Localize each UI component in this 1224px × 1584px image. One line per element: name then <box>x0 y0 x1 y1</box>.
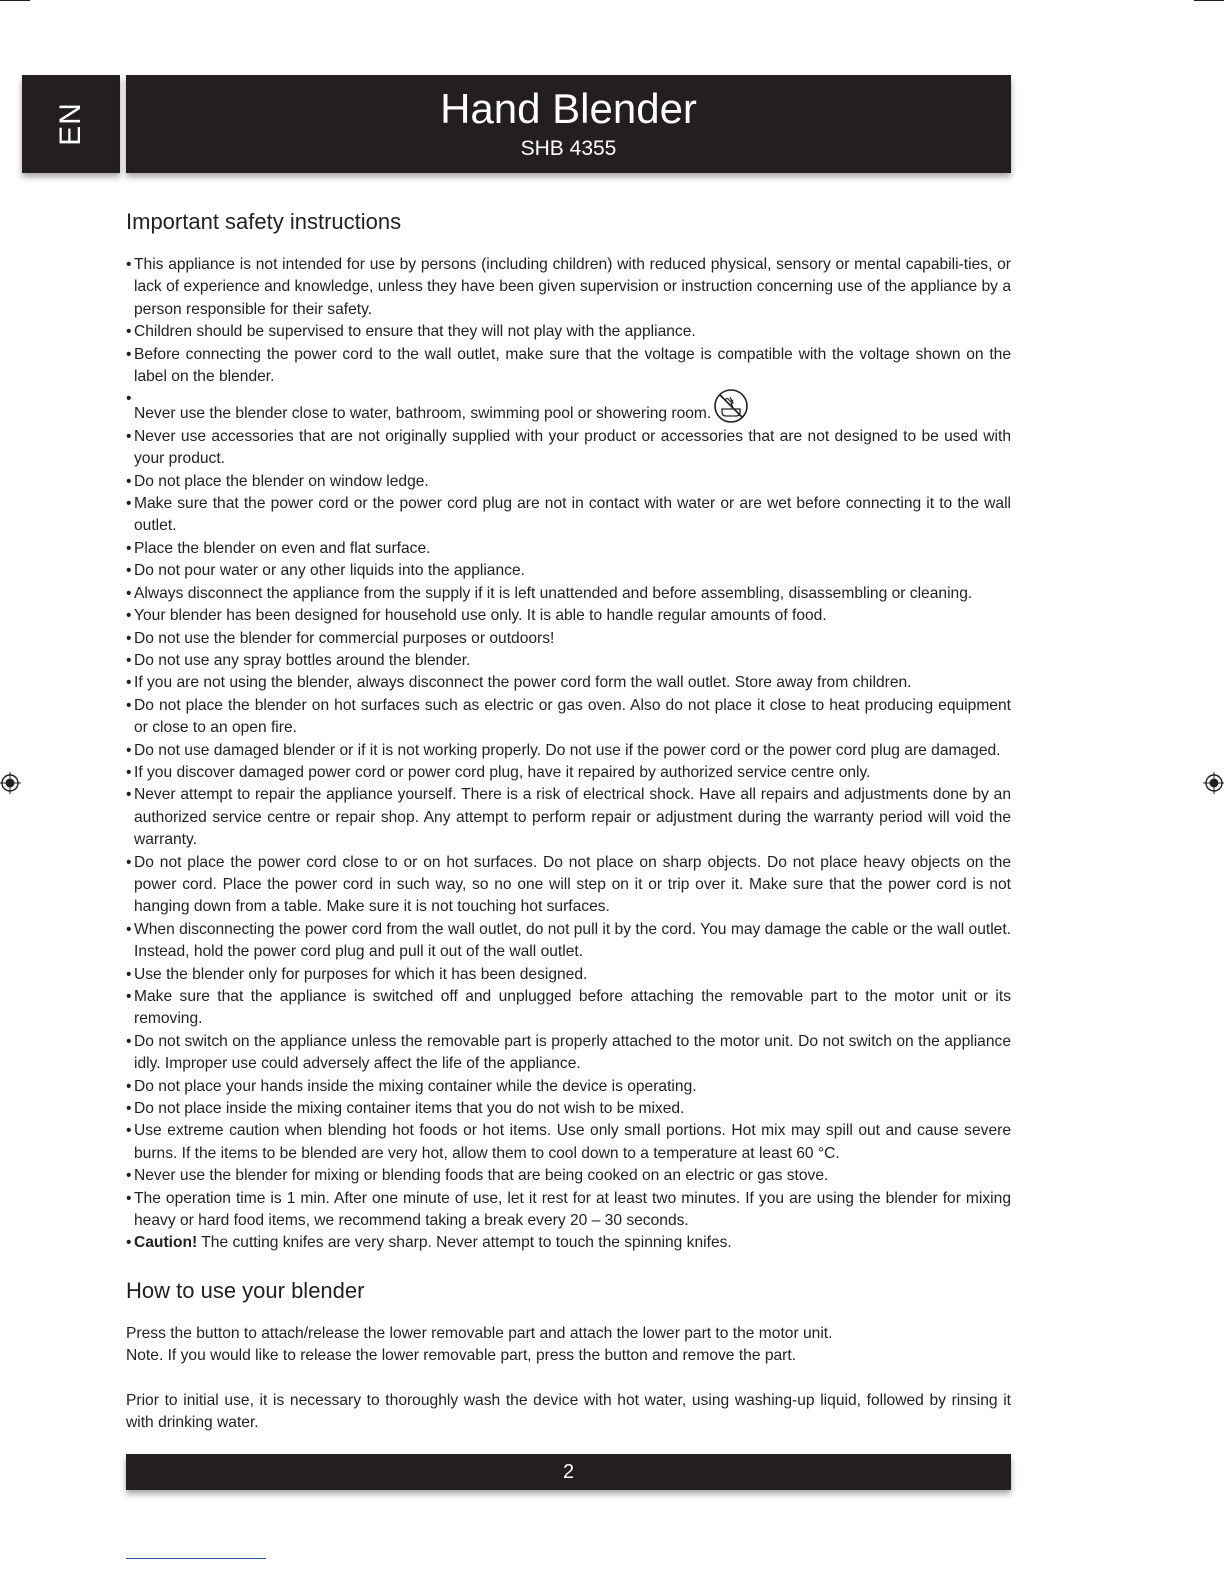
safety-item: • Do not use damaged blender or if it is not working properly. Do not use if the power cord or the power cord plug are damaged. <box>126 740 1011 762</box>
safety-item: • This appliance is not intended for use by persons (including children) with reduced physical, sensory or mental capabili-ties, or lack of experience and knowledge, unless they have been given supervision or instruction concerning use of the appliance by a person responsible for their safety. <box>126 254 1011 321</box>
page-number: 2 <box>562 1461 575 1483</box>
safety-item: • Do not pour water or any other liquids into the appliance. <box>126 560 1011 582</box>
safety-item-text: Never use the blender close to water, bathroom, swimming pool or showering room. <box>134 405 712 423</box>
safety-item: • Do not switch on the appliance unless the removable part is properly attached to the motor unit. Do not switch on the appliance idly. Improper use could adversely affect the life of the appliance. <box>126 1031 1011 1076</box>
registration-mark-icon <box>0 772 21 794</box>
safety-item: • Children should be supervised to ensure that they will not play with the appliance. <box>126 321 1011 343</box>
safety-item: • The operation time is 1 min. After one minute of use, let it rest for at least two minutes. If you are using the blender for mixing heavy or hard food items, we recommend taking a break every 20 – 30 seconds. <box>126 1188 1011 1233</box>
footer-bar <box>126 1454 1011 1490</box>
safety-item: • Make sure that the power cord or the power cord plug are not in contact with water or are wet before connecting it to the wall outlet. <box>126 493 1011 538</box>
how-to-note: Note. If you would like to release the lower removable part, press the button and remove the part. <box>126 1347 797 1365</box>
safety-item: • Never attempt to repair the appliance yourself. There is a risk of electrical shock. Have all repairs and adjustments done by an authorized service centre or repair shop. Any attempt to perform repair or adjustment during the warranty period will void the warranty. <box>126 784 1011 851</box>
caution-text: The cutting knifes are very sharp. Never attempt to touch the spinning knifes. <box>197 1234 732 1252</box>
no-water-bath-icon <box>713 388 749 424</box>
footnote-rule <box>126 1558 266 1559</box>
safety-item: • When disconnecting the power cord from the wall outlet, do not pull it by the cord. You may damage the cable or the wall outlet. Instead, hold the power cord plug and pull it out of the wall outlet. <box>126 919 1011 964</box>
title-bar <box>126 75 1011 173</box>
caution-label: Caution! <box>134 1234 198 1252</box>
safety-list <box>126 254 1011 1255</box>
safety-item: • Do not place the blender on window ledge. <box>126 471 1011 493</box>
safety-item: • Make sure that the appliance is switched off and unplugged before attaching the removable part to the motor unit or its removing. <box>126 986 1011 1031</box>
safety-item: • Do not place the blender on hot surfaces such as electric or gas oven. Also do not place it close to heat producing equipment or close to an open fire. <box>126 695 1011 740</box>
safety-item: • Never use accessories that are not originally supplied with your product or accessories that are not designed to be used with your product. <box>126 426 1011 471</box>
safety-item: • If you are not using the blender, always disconnect the power cord form the wall outlet. Store away from children. <box>126 672 1011 694</box>
safety-item-water <box>126 388 1011 425</box>
language-label: EN <box>54 102 87 146</box>
safety-item: • Never use the blender for mixing or blending foods that are being cooked on an electric or gas stove. <box>126 1165 1011 1187</box>
safety-item: • Do not place your hands inside the mixing container while the device is operating. <box>126 1076 1011 1098</box>
crop-mark-top-left <box>0 0 30 1</box>
safety-heading: Important safety instructions <box>126 209 402 234</box>
safety-item: • Use extreme caution when blending hot foods or hot items. Use only small portions. Hot mix may spill out and cause severe burns. If the items to be blended are very hot, allow them to cool down to a temperature at least 60 °C. <box>126 1120 1011 1165</box>
safety-item: • Do not place inside the mixing container items that you do not wish to be mixed. <box>126 1098 1011 1120</box>
registration-mark-icon <box>1203 772 1224 794</box>
safety-item: • Before connecting the power cord to the wall outlet, make sure that the voltage is compatible with the voltage shown on the label on the blender. <box>126 344 1011 389</box>
page-title: Hand Blender <box>440 85 697 132</box>
manual-content <box>126 200 1011 1435</box>
how-to-paragraph: Prior to initial use, it is necessary to thoroughly wash the device with hot water, using washing-up liquid, followed by rinsing it with drinking water. <box>126 1391 1011 1432</box>
how-to-section <box>126 1323 1011 1435</box>
safety-item: • Do not place the power cord close to or on hot surfaces. Do not place on sharp objects. Do not place heavy objects on the power cord. Place the power cord in such way, so no one will step on it or trip over it. Make sure that the power cord is not hanging down from a table. Make sure it is not touching hot surfaces. <box>126 852 1011 919</box>
language-tab <box>22 75 120 173</box>
safety-item: • If you discover damaged power cord or power cord plug, have it repaired by authorized service centre only. <box>126 762 1011 784</box>
safety-item: • Your blender has been designed for household use only. It is able to handle regular amounts of food. <box>126 605 1011 627</box>
caution-item <box>126 1232 1011 1254</box>
safety-item: • Always disconnect the appliance from the supply if it is left unattended and before assembling, disassembling or cleaning. <box>126 583 1011 605</box>
crop-mark-top-right <box>1194 0 1224 1</box>
how-to-heading: How to use your blender <box>126 1277 365 1303</box>
model-number: SHB 4355 <box>520 137 617 160</box>
safety-item: • Use the blender only for purposes for which it has been designed. <box>126 964 1011 986</box>
safety-item: • Do not use any spray bottles around the blender. <box>126 650 1011 672</box>
safety-item: • Do not use the blender for commercial purposes or outdoors! <box>126 628 1011 650</box>
safety-item: • Place the blender on even and flat surface. <box>126 538 1011 560</box>
how-to-paragraph: Press the button to attach/release the lower removable part and attach the lower part to the motor unit. <box>126 1324 833 1342</box>
